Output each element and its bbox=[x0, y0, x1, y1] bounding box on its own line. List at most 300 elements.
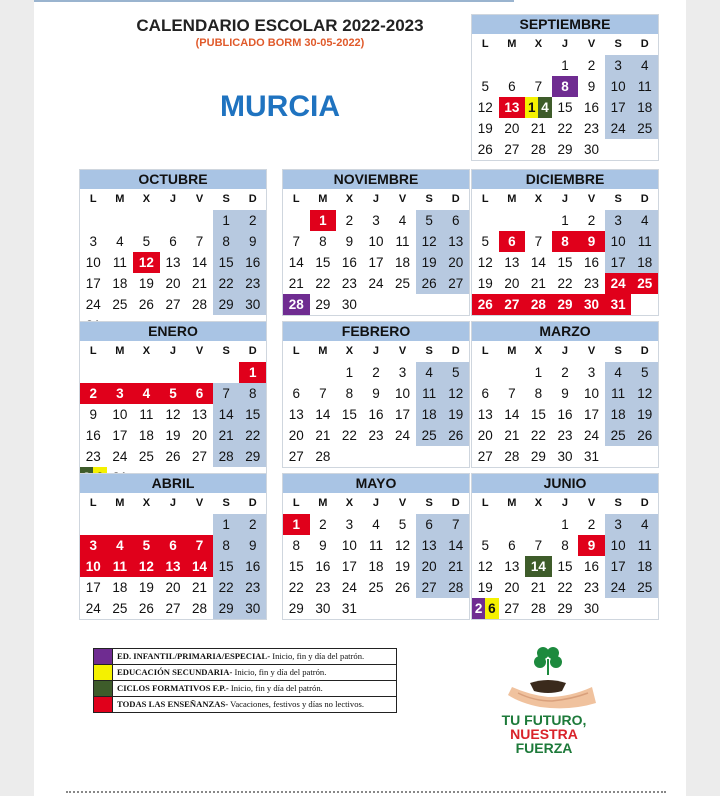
weekday-label: J bbox=[372, 497, 380, 509]
day-cell: 11 bbox=[139, 407, 154, 422]
weekday-label: X bbox=[142, 345, 151, 357]
day-cell: 4 bbox=[133, 383, 160, 404]
day-cell: 9 bbox=[345, 234, 354, 249]
weekday-label: V bbox=[587, 345, 596, 357]
legend-label: TODAS LAS ENSEÑANZAS- bbox=[117, 699, 229, 709]
day-cell: 25 bbox=[395, 276, 411, 291]
day-cell: 1 bbox=[310, 210, 337, 231]
day-cell: 19 bbox=[631, 404, 658, 425]
weekday-label: S bbox=[425, 193, 433, 205]
weekday-label: V bbox=[195, 193, 204, 205]
day-cell: 15 bbox=[557, 100, 573, 115]
day-cell: 8 bbox=[292, 538, 301, 553]
day-cell: 21 bbox=[442, 556, 469, 577]
empty-cell bbox=[160, 514, 187, 535]
weekday-label: V bbox=[587, 497, 596, 509]
day-cell: 10 bbox=[605, 231, 632, 252]
day-cell: 27 bbox=[504, 142, 520, 157]
day-cell: 27 bbox=[288, 449, 304, 464]
day-cell: 4 bbox=[631, 210, 658, 231]
day-cell: 26 bbox=[472, 294, 499, 315]
month-grid bbox=[472, 493, 658, 619]
day-cell: 17 bbox=[605, 556, 632, 577]
legend-desc: Inicio, fin y día del patrón. bbox=[232, 667, 327, 677]
day-cell: 28 bbox=[442, 577, 469, 598]
weekday-label: V bbox=[587, 193, 596, 205]
day-cell: 30 bbox=[584, 601, 600, 616]
day-cell bbox=[525, 97, 552, 118]
day-cell: 7 bbox=[534, 234, 543, 249]
day-cell: 8 bbox=[552, 231, 579, 252]
day-cell: 29 bbox=[557, 142, 573, 157]
weekday-label: V bbox=[195, 345, 204, 357]
month-grid bbox=[80, 189, 266, 336]
day-cell: 26 bbox=[165, 449, 181, 464]
day-cell: 27 bbox=[504, 601, 520, 616]
weekday-label: J bbox=[169, 497, 177, 509]
day-cell: 3 bbox=[605, 210, 632, 231]
day-cell: 21 bbox=[530, 580, 546, 595]
day-cell: 28 bbox=[315, 449, 331, 464]
day-cell: 15 bbox=[557, 255, 573, 270]
slogan-line-1: TU FUTURO, bbox=[501, 712, 587, 728]
empty-cell bbox=[310, 362, 337, 383]
day-cell: 24 bbox=[85, 601, 101, 616]
day-cell: 20 bbox=[416, 556, 443, 577]
day-cell: 15 bbox=[213, 556, 240, 577]
day-cell: 14 bbox=[525, 556, 552, 577]
weekday-label: S bbox=[222, 193, 230, 205]
day-cell: 25 bbox=[416, 425, 443, 446]
day-cell: 7 bbox=[213, 383, 240, 404]
empty-cell bbox=[186, 362, 213, 383]
day-cell: 8 bbox=[552, 76, 579, 97]
legend-text bbox=[113, 697, 364, 712]
empty-cell bbox=[133, 210, 160, 231]
weekday-label: S bbox=[222, 497, 230, 509]
weekday-label: S bbox=[614, 38, 622, 50]
empty-cell bbox=[186, 210, 213, 231]
day-cell: 3 bbox=[89, 234, 98, 249]
weekday-label: X bbox=[345, 497, 354, 509]
day-cell: 20 bbox=[504, 276, 520, 291]
day-cell: 11 bbox=[631, 76, 658, 97]
day-cell: 25 bbox=[631, 273, 658, 294]
day-cell: 7 bbox=[186, 535, 213, 556]
day-cell: 2 bbox=[239, 514, 266, 535]
day-cell: 11 bbox=[631, 535, 658, 556]
day-cell: 12 bbox=[477, 559, 493, 574]
weekday-label: J bbox=[372, 345, 380, 357]
legend-swatch bbox=[94, 697, 113, 712]
day-cell: 6 bbox=[481, 386, 490, 401]
day-cell: 8 bbox=[213, 535, 240, 556]
weekday-label: D bbox=[451, 345, 460, 357]
weekday-label: D bbox=[640, 345, 649, 357]
legend-desc: Inicio, fin y día del patrón. bbox=[270, 651, 365, 661]
weekday-label: J bbox=[561, 497, 569, 509]
day-cell: 5 bbox=[142, 234, 151, 249]
legend-label: CICLOS FORMATIVOS F.P.- bbox=[117, 683, 229, 693]
day-cell: 22 bbox=[213, 273, 240, 294]
day-cell: 2 bbox=[587, 58, 596, 73]
legend-text bbox=[113, 681, 323, 696]
day-cell: 23 bbox=[584, 121, 600, 136]
day-cell: 5 bbox=[442, 362, 469, 383]
day-cell: 14 bbox=[192, 255, 208, 270]
day-cell: 18 bbox=[416, 404, 443, 425]
day-cell: 8 bbox=[239, 383, 266, 404]
day-cell: 27 bbox=[416, 577, 443, 598]
day-cell: 13 bbox=[416, 535, 443, 556]
day-cell: 19 bbox=[395, 559, 411, 574]
month-grid bbox=[80, 341, 266, 488]
day-cell: 7 bbox=[319, 386, 327, 401]
day-cell: 24 bbox=[395, 428, 411, 443]
day-cell: 2 bbox=[372, 365, 380, 380]
month-grid bbox=[80, 493, 266, 619]
weekday-label: D bbox=[248, 193, 257, 205]
day-cell: 6 bbox=[508, 79, 516, 94]
day-cell: 9 bbox=[239, 535, 266, 556]
day-cell: 4 bbox=[107, 535, 134, 556]
day-cell: 7 bbox=[508, 386, 516, 401]
day-cell: 29 bbox=[315, 297, 331, 312]
day-cell: 6 bbox=[416, 514, 443, 535]
day-cell: 28 bbox=[530, 142, 546, 157]
day-cell: 12 bbox=[442, 383, 469, 404]
day-cell: 13 bbox=[288, 407, 304, 422]
day-cell: 20 bbox=[165, 276, 181, 291]
empty-cell bbox=[472, 362, 499, 383]
weekday-label: S bbox=[222, 345, 230, 357]
day-cell: 24 bbox=[85, 297, 101, 312]
month-enero bbox=[79, 321, 267, 489]
day-cell: 17 bbox=[85, 580, 101, 595]
day-cell: 1 bbox=[239, 362, 266, 383]
day-cell: 31 bbox=[341, 601, 357, 616]
day-cell: 19 bbox=[138, 276, 154, 291]
day-cell: 4 bbox=[631, 55, 658, 76]
weekday-label: X bbox=[345, 193, 354, 205]
day-cell: 10 bbox=[395, 386, 411, 401]
legend-swatch bbox=[94, 665, 113, 680]
day-cell: 28 bbox=[283, 294, 310, 315]
day-cell: 29 bbox=[213, 598, 240, 619]
day-cell: 6 bbox=[292, 386, 301, 401]
weekday-label: M bbox=[507, 345, 517, 357]
day-cell: 22 bbox=[239, 425, 266, 446]
day-cell: 2 bbox=[80, 383, 107, 404]
day-cell: 14 bbox=[288, 255, 304, 270]
day-cell: 3 bbox=[605, 55, 632, 76]
day-cell: 17 bbox=[395, 407, 411, 422]
day-cell: 3 bbox=[107, 383, 134, 404]
weekday-label: S bbox=[425, 497, 433, 509]
day-cell: 2 bbox=[345, 213, 354, 228]
weekday-label: V bbox=[587, 38, 596, 50]
day-cell: 23 bbox=[584, 580, 600, 595]
day-cell: 19 bbox=[477, 580, 493, 595]
day-cell: 1 bbox=[561, 213, 569, 228]
weekday-label: L bbox=[481, 345, 489, 357]
day-cell: 25 bbox=[112, 601, 128, 616]
day-cell: 15 bbox=[341, 407, 357, 422]
day-cell: 12 bbox=[631, 383, 658, 404]
day-cell: 30 bbox=[315, 601, 331, 616]
weekday-label: L bbox=[292, 497, 300, 509]
weekday-label: M bbox=[115, 345, 125, 357]
day-cell: 17 bbox=[368, 255, 384, 270]
day-cell: 19 bbox=[442, 404, 469, 425]
weekday-label: M bbox=[507, 38, 517, 50]
slogan-line-2: NUESTRA bbox=[510, 726, 578, 742]
day-cell: 18 bbox=[368, 559, 384, 574]
empty-cell bbox=[499, 514, 526, 535]
day-cell: 2 bbox=[561, 365, 569, 380]
day-cell: 6 bbox=[508, 538, 516, 553]
day-cell: 13 bbox=[192, 407, 208, 422]
month-grid bbox=[472, 34, 658, 160]
day-cell: 1 bbox=[283, 514, 310, 535]
weekday-label: X bbox=[142, 497, 151, 509]
weekday-label: L bbox=[292, 193, 300, 205]
day-cell: 15 bbox=[239, 404, 266, 425]
empty-cell bbox=[472, 210, 499, 231]
day-cell: 16 bbox=[239, 556, 266, 577]
slogan-line-3: FUERZA bbox=[515, 740, 573, 756]
empty-cell bbox=[107, 210, 134, 231]
day-cell: 13 bbox=[499, 97, 526, 118]
weekday-label: M bbox=[318, 193, 328, 205]
day-digit: 4 bbox=[538, 97, 551, 118]
day-cell: 12 bbox=[477, 100, 493, 115]
weekday-label: M bbox=[115, 497, 125, 509]
day-cell: 21 bbox=[213, 425, 240, 446]
day-cell: 1 bbox=[213, 210, 240, 231]
day-cell: 3 bbox=[80, 535, 107, 556]
day-cell: 27 bbox=[477, 449, 493, 464]
day-cell: 16 bbox=[584, 559, 600, 574]
day-cell: 6 bbox=[186, 383, 213, 404]
legend-swatch bbox=[94, 649, 113, 664]
day-cell: 22 bbox=[530, 428, 546, 443]
day-cell: 17 bbox=[584, 407, 600, 422]
day-cell: 20 bbox=[165, 580, 181, 595]
weekday-label: S bbox=[614, 345, 622, 357]
weekday-label: L bbox=[481, 193, 489, 205]
legend-text bbox=[113, 649, 364, 664]
legend-label: EDUCACIÓN SECUNDARIA- bbox=[117, 667, 233, 677]
empty-cell bbox=[499, 362, 526, 383]
day-cell: 9 bbox=[319, 538, 327, 553]
day-cell: 11 bbox=[416, 383, 443, 404]
weekday-label: J bbox=[169, 345, 177, 357]
month-noviembre bbox=[282, 169, 470, 316]
day-cell: 3 bbox=[398, 365, 407, 380]
day-cell: 16 bbox=[368, 407, 384, 422]
month-title: JUNIO bbox=[472, 474, 658, 493]
day-cell: 28 bbox=[504, 449, 520, 464]
day-cell: 26 bbox=[631, 425, 658, 446]
weekday-label: L bbox=[292, 345, 300, 357]
day-cell: 16 bbox=[584, 255, 600, 270]
weekday-label: J bbox=[561, 345, 569, 357]
day-cell: 16 bbox=[341, 255, 357, 270]
day-cell: 4 bbox=[116, 234, 124, 249]
day-cell: 14 bbox=[504, 407, 520, 422]
day-cell: 9 bbox=[561, 386, 569, 401]
day-cell: 29 bbox=[213, 294, 240, 315]
weekday-label: L bbox=[481, 497, 489, 509]
day-cell: 22 bbox=[315, 276, 331, 291]
day-cell: 7 bbox=[195, 234, 204, 249]
day-cell: 4 bbox=[398, 213, 407, 228]
day-cell: 28 bbox=[530, 601, 546, 616]
day-cell: 17 bbox=[605, 97, 632, 118]
day-cell: 25 bbox=[138, 449, 154, 464]
day-cell: 15 bbox=[530, 407, 546, 422]
day-cell: 8 bbox=[345, 386, 354, 401]
weekday-label: D bbox=[640, 497, 649, 509]
day-cell: 31 bbox=[605, 294, 632, 315]
legend-desc: Inicio, fin y día del patrón. bbox=[228, 683, 323, 693]
day-cell: 10 bbox=[80, 556, 107, 577]
empty-cell bbox=[472, 514, 499, 535]
day-cell: 19 bbox=[477, 121, 493, 136]
day-cell: 13 bbox=[442, 231, 469, 252]
day-cell: 27 bbox=[165, 297, 181, 312]
day-cell: 5 bbox=[133, 535, 160, 556]
month-grid bbox=[283, 493, 469, 619]
day-cell: 29 bbox=[557, 601, 573, 616]
weekday-label: S bbox=[614, 193, 622, 205]
weekday-label: D bbox=[451, 497, 460, 509]
day-cell: 10 bbox=[605, 76, 632, 97]
month-abril bbox=[79, 473, 267, 620]
weekday-label: M bbox=[115, 193, 125, 205]
month-grid bbox=[472, 341, 658, 467]
day-cell: 25 bbox=[605, 425, 632, 446]
day-cell: 5 bbox=[398, 517, 407, 532]
empty-cell bbox=[107, 362, 134, 383]
day-cell: 29 bbox=[530, 449, 546, 464]
day-cell: 21 bbox=[504, 428, 520, 443]
day-cell: 21 bbox=[530, 276, 546, 291]
day-cell: 12 bbox=[416, 231, 443, 252]
empty-cell bbox=[133, 514, 160, 535]
day-cell: 20 bbox=[288, 428, 304, 443]
top-divider bbox=[34, 0, 514, 2]
weekday-label: J bbox=[169, 193, 177, 205]
empty-cell bbox=[160, 210, 187, 231]
day-cell: 21 bbox=[530, 121, 546, 136]
month-grid bbox=[472, 189, 658, 315]
day-cell: 11 bbox=[107, 556, 134, 577]
day-cell: 21 bbox=[315, 428, 331, 443]
weekday-label: M bbox=[318, 345, 328, 357]
month-grid bbox=[283, 341, 469, 467]
month-title: MARZO bbox=[472, 322, 658, 341]
day-cell: 11 bbox=[395, 234, 410, 249]
day-cell: 5 bbox=[481, 79, 490, 94]
day-cell: 7 bbox=[292, 234, 301, 249]
day-cell: 25 bbox=[368, 580, 384, 595]
day-cell: 3 bbox=[587, 365, 596, 380]
day-cell: 21 bbox=[192, 580, 208, 595]
empty-cell bbox=[499, 210, 526, 231]
month-octubre bbox=[79, 169, 267, 337]
weekday-label: J bbox=[561, 193, 569, 205]
day-cell: 18 bbox=[112, 580, 128, 595]
day-cell: 16 bbox=[557, 407, 573, 422]
day-cell bbox=[472, 598, 499, 619]
day-cell: 22 bbox=[341, 428, 357, 443]
day-cell: 15 bbox=[557, 559, 573, 574]
day-cell: 6 bbox=[169, 234, 177, 249]
day-cell: 10 bbox=[584, 386, 600, 401]
day-cell: 9 bbox=[587, 79, 596, 94]
day-cell: 30 bbox=[557, 449, 573, 464]
day-digit: 2 bbox=[472, 598, 485, 619]
month-title: OCTUBRE bbox=[80, 170, 266, 189]
day-cell: 22 bbox=[557, 121, 573, 136]
weekday-label: X bbox=[534, 193, 543, 205]
day-cell: 22 bbox=[288, 580, 304, 595]
day-cell: 4 bbox=[605, 362, 632, 383]
day-cell: 14 bbox=[186, 556, 213, 577]
month-title: MAYO bbox=[283, 474, 469, 493]
day-cell: 25 bbox=[112, 297, 128, 312]
day-cell: 1 bbox=[534, 365, 543, 380]
day-cell: 30 bbox=[239, 598, 266, 619]
day-cell: 6 bbox=[442, 210, 469, 231]
day-cell: 10 bbox=[368, 234, 384, 249]
day-cell: 18 bbox=[631, 252, 658, 273]
day-cell: 14 bbox=[315, 407, 331, 422]
day-cell: 24 bbox=[584, 428, 600, 443]
empty-cell bbox=[107, 514, 134, 535]
day-cell: 11 bbox=[112, 255, 127, 270]
empty-cell bbox=[499, 55, 526, 76]
day-cell: 30 bbox=[341, 297, 357, 312]
legend-desc: Vacaciones, festivos y días no lectivos. bbox=[228, 699, 365, 709]
day-cell: 5 bbox=[481, 234, 490, 249]
empty-cell bbox=[525, 210, 552, 231]
legend-row bbox=[94, 697, 396, 712]
day-cell: 3 bbox=[605, 514, 632, 535]
day-cell: 14 bbox=[442, 535, 469, 556]
day-cell: 5 bbox=[160, 383, 187, 404]
day-cell: 20 bbox=[504, 580, 520, 595]
weekday-label: D bbox=[640, 193, 649, 205]
day-cell: 29 bbox=[552, 294, 579, 315]
day-cell: 10 bbox=[112, 407, 128, 422]
day-cell: 14 bbox=[213, 404, 240, 425]
weekday-label: J bbox=[372, 193, 380, 205]
empty-cell bbox=[133, 362, 160, 383]
month-diciembre bbox=[471, 169, 659, 316]
slogan bbox=[488, 713, 600, 755]
day-cell: 11 bbox=[605, 383, 632, 404]
day-cell: 23 bbox=[315, 580, 331, 595]
bottom-dotted-divider bbox=[66, 791, 666, 793]
day-cell: 7 bbox=[534, 538, 543, 553]
empty-cell bbox=[525, 55, 552, 76]
day-cell: 18 bbox=[112, 276, 128, 291]
day-cell: 1 bbox=[561, 517, 569, 532]
day-cell: 8 bbox=[319, 234, 327, 249]
